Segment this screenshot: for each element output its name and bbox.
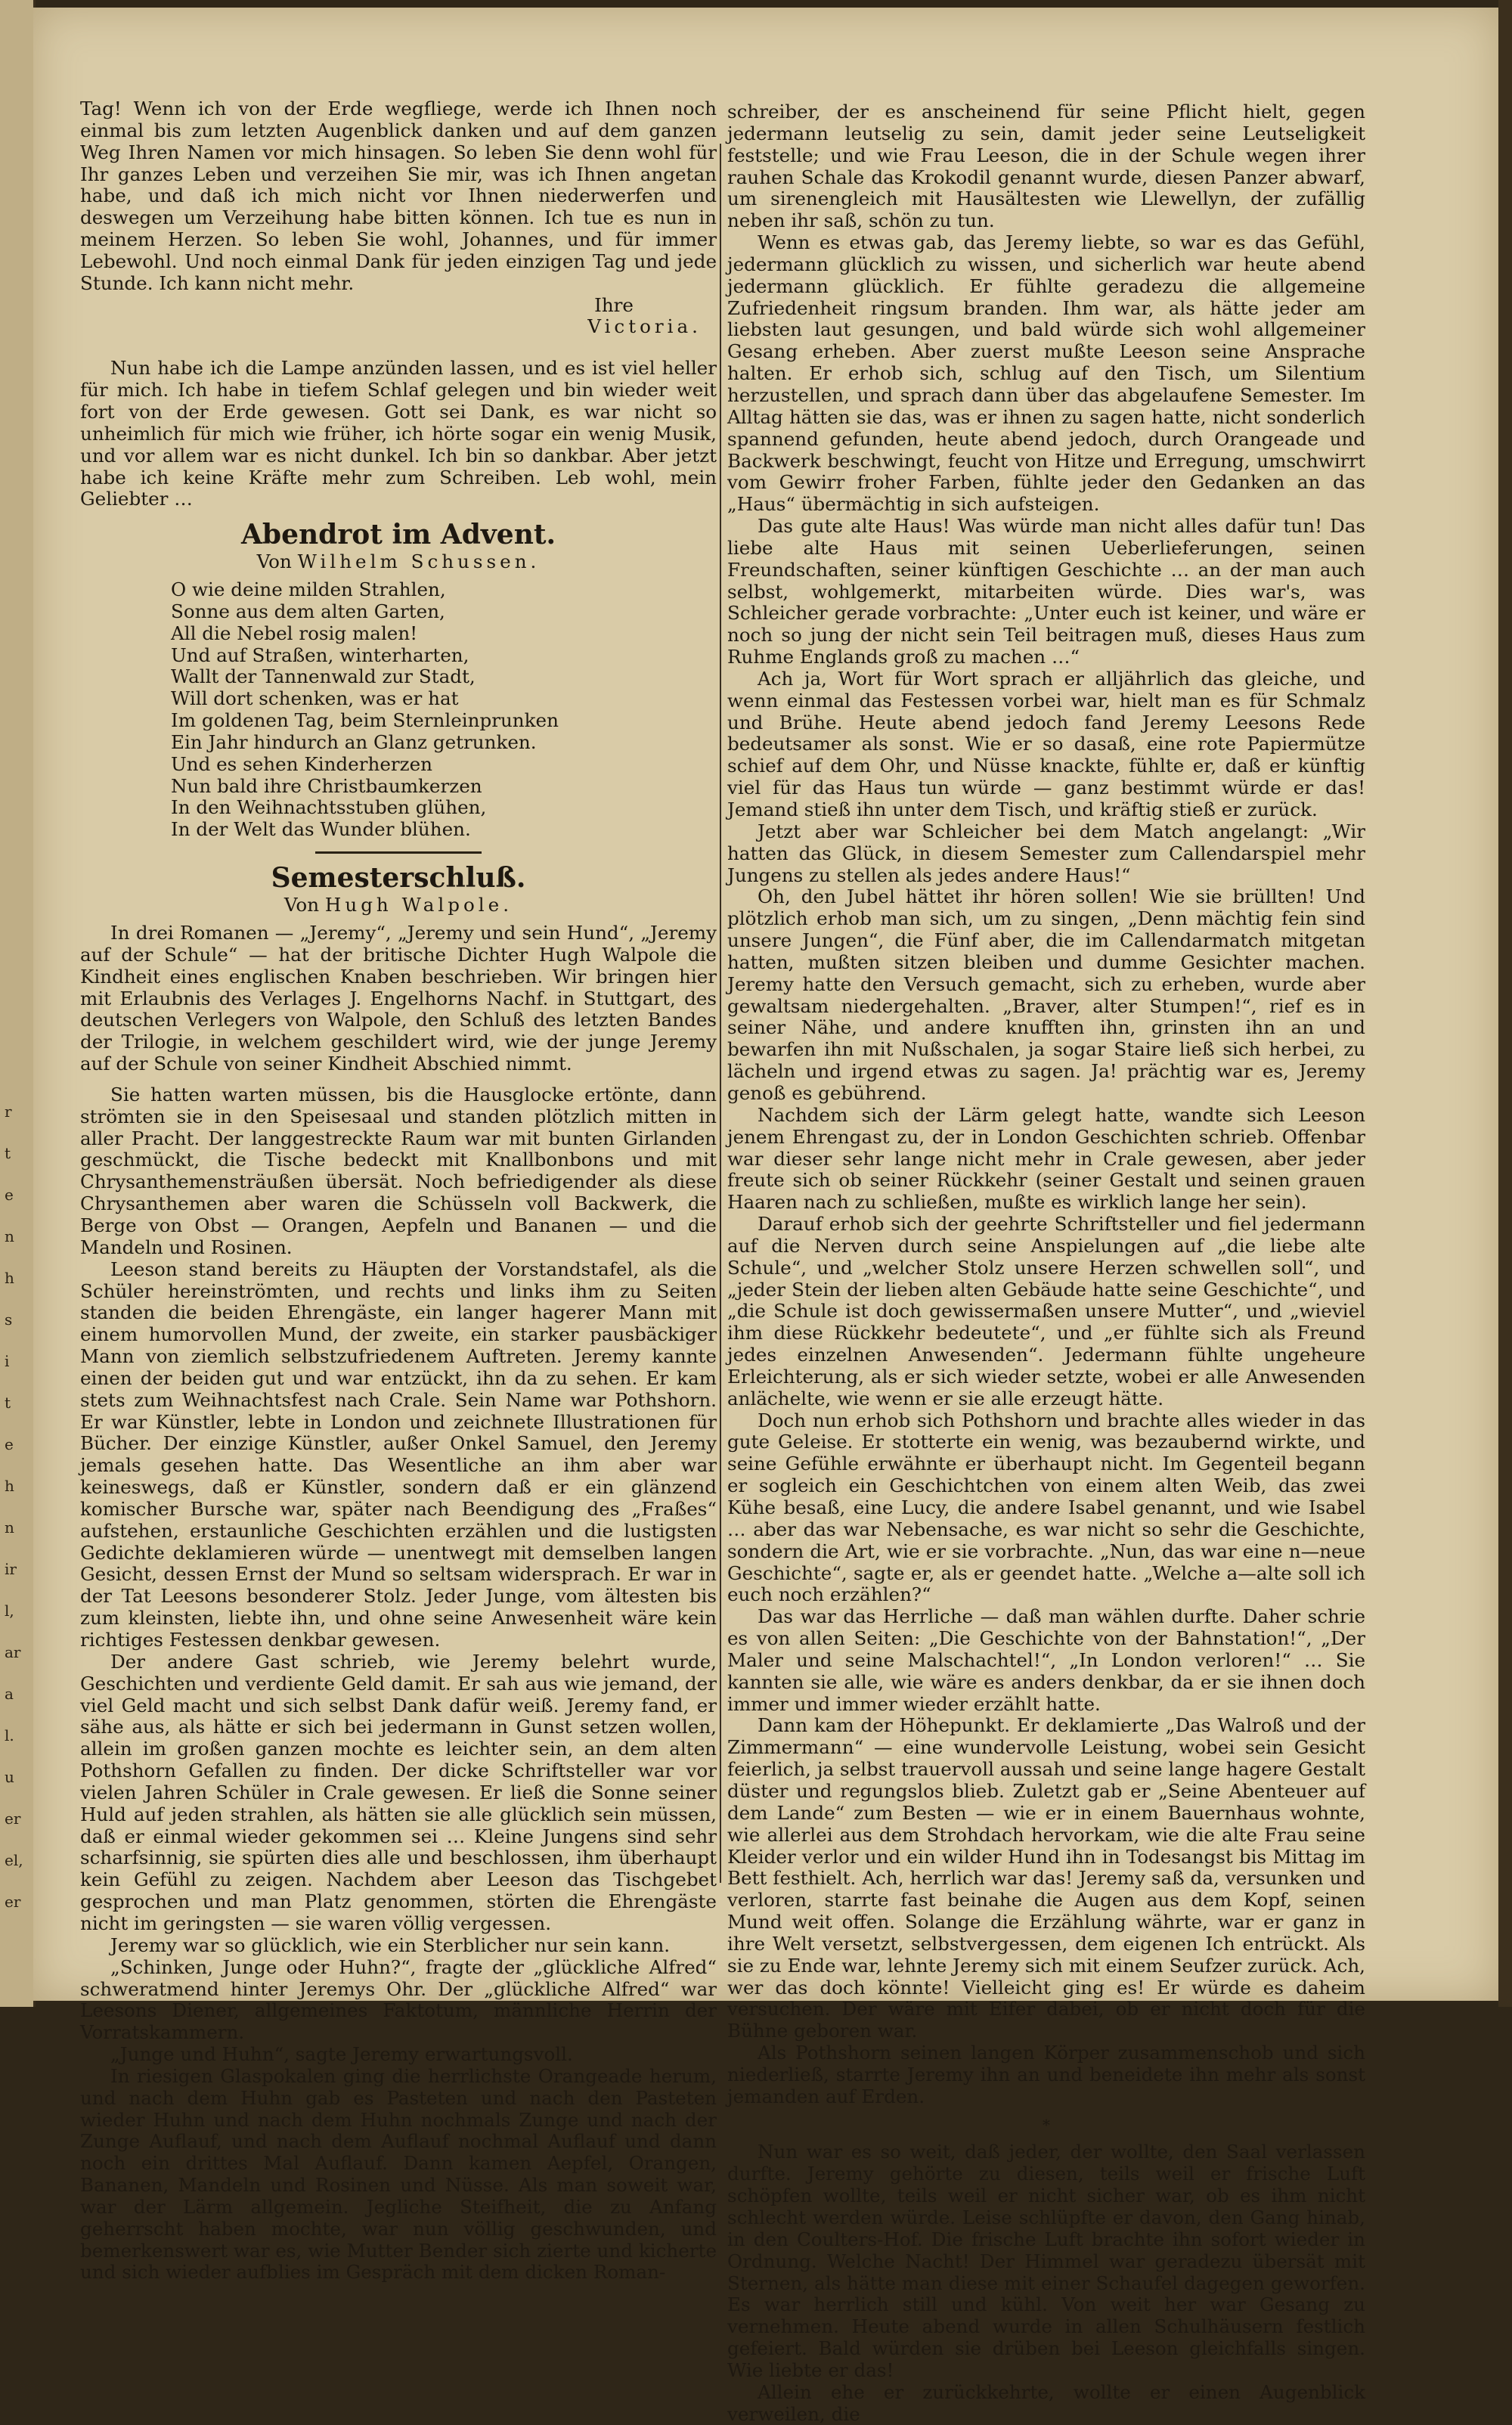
margin-fragment: i bbox=[5, 1352, 10, 1370]
column-divider bbox=[720, 144, 721, 1883]
story-paragraph: Der andere Gast schrieb, wie Jeremy belehrt wurde, Geschichten und verdiente Geld damit. Er sah aus wie jemand, der viel Geld macht und sich selbst Dank dafür weiß. Jeremy fand, er sähe aus, als hätte er sich bei jedermann in Gunst setzen wollen, allein im großen ganzen mochte es leichter sein, an dem alten Pothshorn Gefallen zu finden. Der dicke Schriftsteller war vor vielen Jahren Schüler in Crale gewesen. Er ließ die Sonne seiner Huld auf jeden strahlen, als hätten sie alle glücklich sein müssen, daß er einmal wieder gekommen sei … Kleine Jungens sind sehr scharfsinnig, sie spürten dies alle und beschlossen, ihm überhaupt kein Gefühl zu zeigen. Nachdem aber Leeson das Tischgebet gesprochen und man Platz genommen, störten die Ehrengäste nicht im geringsten — sie waren völlig vergessen. bbox=[80, 1650, 717, 1934]
margin-fragment: r bbox=[5, 1102, 12, 1121]
letter-signature: Victoria. bbox=[587, 315, 702, 338]
margin-fragment: h bbox=[5, 1477, 14, 1495]
story-paragraph: Jetzt aber war Schleicher bei dem Match angelangt: „Wir hatten das Glück, in diesem Semester zum Callendarspiel mehr Jungens zu stellen als jedes andere Haus!“ bbox=[727, 820, 1365, 886]
poem-line: Wallt der Tannenwald zur Stadt, bbox=[171, 665, 476, 688]
margin-fragment: ir bbox=[5, 1560, 17, 1578]
story-paragraph: Dann kam der Höhepunkt. Er deklamierte „Das Walroß und der Zimmermann“ — eine wundervolle Leistung, wobei sein Gesicht feierlich, ja selbst trauervoll aussah und seine lange hagere Gestalt düster und regungslos blieb. Zuletzt gab er „Seine Abenteuer auf dem Lande“ zum Besten — wie er in einem Bauernhaus wohnte, wie allerlei aus dem Strohdach hervorkam, wie die alte Frau seine Kleider verlor und ein wilder Hund ihn in Todesangst bis Mittag im Bett festhielt. Ach, herrlich war das! Jeremy saß da, versunken und verloren, starrte fast beinahe die Augen aus dem Kopf, seinen Mund weit offen. Solange die Erzählung währte, war er ganz in ihre Welt versetzt, selbstvergessen, dem eigenen Ich entrückt. Als sie zu Ende war, lehnte Jeremy sich mit einem Seufzer zurück. Ach, wer das doch könnte! Vielleicht ging es! Er würde es daheim versuchen. Der wäre mit Eifer dabei, ob er nicht doch für die Bühne geboren war. bbox=[727, 1714, 1365, 2042]
intro-paragraph: In drei Romanen — „Jeremy“, „Jeremy und sein Hund“, „Jeremy auf der Schule“ — hat der britische Dichter Hugh Walpole die Kindheit eines englischen Knaben beschrieben. Wir bringen hier mit Erlaubnis des Verlages J. Engelhorns Nachf. in Stuttgart, des deutschen Verlegers von Walpole, den Schluß des letzten Bandes der Trilogie, in welchem geschildert wird, wie der junge Jeremy auf der Schule von seiner Kindheit Abschied nimmt. bbox=[80, 922, 717, 1075]
poem-line: Im goldenen Tag, beim Sternleinprunken bbox=[171, 709, 559, 732]
story-paragraph: In riesigen Glaspokalen ging die herrlichste Orangeade herum, und nach dem Huhn gab es Pasteten und nach den Pasteten wieder Huhn und nach dem Huhn nochmals Zunge und nach der Zunge Auflauf, und nach dem Auflauf nochmal Auflauf und dann noch ein drittes Mal Auflauf. Dann kamen Aepfel, Orangen, Bananen, Mandeln und Rosinen und Nüsse. Als man soweit war, war der Lärm allgemein. Jegliche Steifheit, die zu Anfang geherrscht haben mochte, war nun völlig geschwunden, und bemerkenswert war es, wie Mutter Bender sich zierte und kicherte und sich wieder aufblies im Gespräch mit dem dicken Roman- bbox=[80, 2064, 717, 2284]
section-separator: * bbox=[1043, 2115, 1050, 2134]
margin-fragment: e bbox=[5, 1435, 14, 1453]
poem-byline bbox=[80, 551, 717, 573]
story-paragraph: „Schinken, Junge oder Huhn?“, fragte der „glückliche Alfred“ schweratmend hinter Jeremys Ohr. Der „glückliche Alfred“ war Leesons Diener, allgemeines Faktotum, männliche Herrin der Vorratskammern. bbox=[80, 1955, 717, 2044]
margin-fragment: er bbox=[5, 1809, 21, 1828]
margin-fragment: er bbox=[5, 1893, 21, 1911]
margin-fragment: n bbox=[5, 1518, 14, 1537]
margin-fragment: t bbox=[5, 1144, 11, 1162]
margin-fragment: ar bbox=[5, 1643, 21, 1661]
story-paragraph: Das gute alte Haus! Was würde man nicht alles dafür tun! Das liebe alte Haus mit seinen Ueberlieferungen, seinen Freundschaften, seiner künftigen Geschichte … an der man auch selbst, wohlgemerkt, mitarbeiten würde. Dies war's, was Schleicher gerade vorbrachte: „Unter euch ist keiner, und wäre er noch so jung der nicht sein Teil beitragen muß, dieses Haus zum Ruhme Englands groß zu machen …“ bbox=[727, 515, 1365, 668]
poem-line: In den Weihnachtsstuben glühen, bbox=[171, 796, 487, 819]
story-paragraph: schreiber, der es anscheinend für seine Pflicht hielt, gegen jedermann leutselig zu sein, damit jeder seine Leutseligkeit feststelle; und wie Frau Leeson, die in der Schule wegen ihrer rauhen Schale das Krokodil genannt wurde, diesen Panzer abwarf, um sirenengleich mit Hausältesten wie Llewellyn, der zufällig neben ihr saß, schön zu tun. bbox=[727, 101, 1365, 232]
margin-fragment: l. bbox=[5, 1726, 14, 1744]
story-paragraph: Allein ehe er zurückkehrte, wollte er einen Augenblick verweilen, die bbox=[727, 2380, 1365, 2425]
poem-line: In der Welt das Wunder blühen. bbox=[171, 818, 471, 841]
margin-fragment: el, bbox=[5, 1851, 23, 1869]
right-column bbox=[727, 101, 1365, 2425]
poem-title: Abendrot im Advent. bbox=[240, 519, 556, 551]
story-paragraph: Jeremy war so glücklich, wie ein Sterblicher nur sein kann. bbox=[110, 1933, 671, 1956]
margin-fragment: e bbox=[5, 1186, 14, 1204]
story-paragraph: Das war das Herrliche — daß man wählen durfte. Daher schrie es von allen Seiten: „Die Geschichte von der Bahnstation!“, „Der Maler und seine Malschachtel!“, „In London verloren!“ … Sie kannten sie alle, wie wäre es anders denkbar, da er sie ihnen doch immer und immer wieder erzählt hatte. bbox=[727, 1605, 1365, 1715]
poem-line: O wie deine milden Strahlen, bbox=[171, 578, 446, 601]
poem-line: Sonne aus dem alten Garten, bbox=[171, 600, 445, 622]
poem-line: Und es sehen Kinderherzen bbox=[171, 752, 432, 775]
poem-line: Will dort schenken, was er hat bbox=[171, 687, 459, 710]
poem-author: Wilhelm Schussen. bbox=[297, 550, 541, 573]
story-text-left bbox=[80, 1084, 717, 2284]
previous-page-edge bbox=[0, 0, 36, 2007]
byline-prefix: Von bbox=[256, 550, 292, 573]
poem-line: Und auf Straßen, winterharten, bbox=[171, 643, 469, 666]
story-text-right bbox=[727, 101, 1365, 2108]
margin-fragment: t bbox=[5, 1394, 11, 1412]
story-paragraph: Nachdem sich der Lärm gelegt hatte, wandte sich Leeson jenem Ehrengast zu, der in London Geschichten schrieb. Offenbar war dieser sehr lange nicht mehr in Crale gewesen, aber jeder freute sich ob seiner Rückkehr (seiner Gestalt und seinen grauen Haaren nach zu schließen, mußte es wirklich lange her sein). bbox=[727, 1103, 1365, 1214]
story-paragraph: Als Pothshorn seinen langen Körper zusammenschob und sich niederließ, starrte Jeremy ihn an und beneidete ihn mehr als sonst jemanden auf Erden. bbox=[727, 2042, 1365, 2107]
poem-line: Nun bald ihre Christbaumkerzen bbox=[171, 774, 482, 797]
byline-prefix: Von bbox=[284, 894, 320, 916]
margin-fragment: s bbox=[5, 1310, 13, 1329]
poem-line: All die Nebel rosig malen! bbox=[171, 622, 418, 644]
story-intro bbox=[80, 923, 717, 1075]
newspaper-page bbox=[33, 8, 1498, 2425]
margin-fragment: a bbox=[5, 1685, 14, 1703]
story-title: Semesterschluß. bbox=[271, 862, 526, 895]
book-spine bbox=[1498, 0, 1512, 2007]
section-rule bbox=[315, 851, 482, 854]
story-paragraph: Nun war es so weit, daß jeder, der wollte, den Saal verlassen durfte. Jeremy gehörte zu diesen, teils weil er frische Luft schöpfen wollte, teils weil er nicht sicher war, ob es ihm nicht schlecht werden würde. Leise schlüpfte er davon, den Gang hinab, in den Coulters-Hof. Die frische Luft brachte ihn sofort wieder in Ordnung. Welche Nacht! Der Himmel war geradezu übersät mit Sternen, als hätte man diese mit einer Schaufel dagegen geworfen. Es war herrlich still und kühl. Von weit her war Gesang zu vernehmen. Heute abend wurde in allen Schulhäusern festlich gefeiert. Bald würden sie drüben bei Leeson gleichfalls singen. Wie liebte er das! bbox=[727, 2141, 1365, 2381]
poem-body bbox=[80, 579, 717, 841]
story-paragraph: „Junge und Huhn“, sagte Jeremy erwartungsvoll. bbox=[110, 2043, 573, 2066]
story-paragraph: Wenn es etwas gab, das Jeremy liebte, so war es das Gefühl, jedermann glücklich zu wissen, und sicherlich war heute abend jedermann glücklich. Er fühlte geradezu die allgemeine Zufriedenheit ringsum branden. Ihm war, als hätte jeder am liebsten laut gesungen, und bald würde sich wohl allgemeiner Gesang erheben. Aber zuerst mußte Leeson seine Ansprache halten. Er erhob sich, schlug auf den Tisch, um Silentium herzustellen, und sprach dann über das abgelaufene Semester. Im Alltag hätten sie das, was er ihnen zu sagen hatte, nicht sonderlich spannend gefunden, heute abend jedoch, durch Orangeade und Backwerk beschwingt, feucht von Hitze und Erregung, umschwirrt vom Gewirr froher Farben, fühlte jeder den Gedanken an das „Haus“ übermächtig in sich aufsteigen. bbox=[727, 231, 1365, 516]
story-paragraph: Sie hatten warten müssen, bis die Hausglocke ertönte, dann strömten sie in den Speisesaal und standen plötzlich mitten in aller Pracht. Der langgestreckte Raum war mit bunten Girlanden geschmückt, die Tische bedeckt mit Knallbonbons und mit Chrysanthemensträußen übersät. Noch befriedigender als diese Chrysanthemen aber waren die Schüsseln voll Backwerk, die Berge von Obst — Orangen, Aepfeln und Bananen — und die Mandeln und Rosinen. bbox=[80, 1083, 717, 1258]
left-column bbox=[80, 98, 717, 2284]
story-paragraph: Oh, den Jubel hättet ihr hören sollen! Wie sie brüllten! Und plötzlich erhob man sich, um zu singen, „Denn mächtig fein sind unsere Jungen“, die Fünf aber, die im Callendarmatch mitgetan hatten, mußten sitzen bleiben und dumme Gesichter machen. Jeremy hatte den Versuch gemacht, sich zu erheben, wurde aber gewaltsam niedergehalten. „Braver, alter Stumpen!“, rief es in seiner Nähe, und andere knufften ihn, grinsten ihn an und bewarfen ihn mit Nußschalen, ja sogar Staire ließ sich herbei, zu lächeln und irgend etwas zu sagen. Ja! prächtig war es, Jeremy genoß es gebührend. bbox=[727, 885, 1365, 1104]
letter-paragraph: Nun habe ich die Lampe anzünden lassen, und es ist viel heller für mich. Ich habe in tiefem Schlaf gelegen und bin wieder weit fort von der Erde gewesen. Gott sei Dank, es war nicht so unheimlich für mich wie früher, ich hörte sogar ein wenig Musik, und vor allem war es nicht dunkel. Ich bin so dankbar. Aber jetzt habe ich keine Kräfte mehr zum Schreiben. Leb wohl, mein Geliebter … bbox=[80, 357, 717, 510]
letter-closing: Ihre bbox=[594, 293, 634, 316]
story-author: Hugh Walpole. bbox=[324, 894, 513, 916]
letter-paragraph: Tag! Wenn ich von der Erde wegfliege, werde ich Ihnen noch einmal bis zum letzten Augenblick danken und auf dem ganzen Weg Ihren Namen vor mich hinsagen. So leben Sie denn wohl für Ihr ganzes Leben und verzeihen Sie mir, was ich Ihnen angetan habe, und daß ich mich nicht vor Ihnen niederwerfen und deswegen um Verzeihung habe bitten können. Ich tue es nun in meinem Herzen. So leben Sie wohl, Johannes, und für immer Lebewohl. Und noch einmal Dank für jeden einzigen Tag und jede Stunde. Ich kann nicht mehr. bbox=[80, 98, 717, 294]
story-byline bbox=[80, 895, 717, 916]
margin-fragment: n bbox=[5, 1227, 14, 1245]
story-paragraph: Leeson stand bereits zu Häupten der Vorstandstafel, als die Schüler hereinströmten, und rechts und links ihm zu Seiten standen die beiden Ehrengäste, ein langer hagerer Mann mit einem humorvollen Mund, der zweite, ein starker pausbäckiger Mann von ziemlich selbstzufriedenem Auftreten. Jeremy kannte einen der beiden gut und war entzückt, ihn da zu sehen. Er kam stets zum Weihnachtsfest nach Crale. Sein Name war Pothshorn. Er war Künstler, lebte in London und zeichnete Illustrationen für Bücher. Der einzige Künstler, außer Onkel Samuel, den Jeremy jemals gesehen hatte. Das Wesentliche an ihm aber war keineswegs, daß er Künstler, sondern daß er ein glänzend komischer Bursche war, später nach Beendigung des „Fraßes“ aufstehen, erstaunliche Geschichten erzählen und die lustigsten Gedichte deklamieren würde — unentwegt mit demselben langen Gesicht, dessen Ernst der Mund so seltsam widersprach. Er war in der Tat Leesons besonderer Stolz. Jeder Junge, vom ältesten bis zum kleinsten, liebte ihn, und ohne seine Anwesenheit wäre kein richtiges Festessen denkbar gewesen. bbox=[80, 1257, 717, 1651]
story-paragraph: Ach ja, Wort für Wort sprach er alljährlich das gleiche, und wenn einmal das Festessen vorbei war, hielt man es für Schmalz und Brühe. Heute abend jedoch fand Jeremy Leesons Rede bedeutsamer als sonst. Wie er so dasaß, eine rote Papiermütze schief auf dem Ohr, und Nüsse knackte, fühlte er, daß er künftig viel für das Haus tun würde — ganz bestimmt würde er das! Jemand stieß ihn unter dem Tisch, und kräftig stieß er zurück. bbox=[727, 667, 1365, 820]
poem-line: Ein Jahr hindurch an Glanz getrunken. bbox=[171, 730, 537, 753]
story-paragraph: Doch nun erhob sich Pothshorn und brachte alles wieder in das gute Geleise. Er stotterte ein wenig, was bezaubernd wirkte, und seine Gefühle erwähnte er überhaupt nicht. Im Gegenteil begann er sogleich ein Geschichtchen von einem alten Weib, das zwei Kühe besaß, eine Lucy, die andere Isabel genannt, und wie Isabel … aber das war Nebensache, es war nicht so sehr die Geschichte, sondern die Art, wie er sie vorbrachte. „Nun, das war eine n—neue Geschichte“, sagte er, als er geendet hatte. „Welche a—alte soll ich euch noch erzählen?“ bbox=[727, 1409, 1365, 1606]
margin-fragment: u bbox=[5, 1768, 14, 1786]
story-text-right-end bbox=[727, 2141, 1365, 2425]
story-paragraph: Darauf erhob sich der geehrte Schriftsteller und fiel jedermann auf die Nerven durch seine Anspielungen auf „die liebe alte Schule“, und „welcher Stolz unsere Herzen schwellen soll“, und „jeder Stein der lieben alten Gebäude hatte seine Geschichte“, und „die Schule ist doch gewissermaßen unsere Mutter“, und „wieviel ihm diese Rückkehr bedeutete“, und „er fühlte sich als Freund jedes einzelnen Anwesenden“. Jedermann fühlte ungeheure Erleichterung, als er sich wieder setzte, wobei er alle Anwesenden anlächelte, wie wenn er sie alle erzeugt hätte. bbox=[727, 1213, 1365, 1409]
margin-fragment: l, bbox=[5, 1602, 14, 1620]
margin-fragment: h bbox=[5, 1269, 14, 1287]
